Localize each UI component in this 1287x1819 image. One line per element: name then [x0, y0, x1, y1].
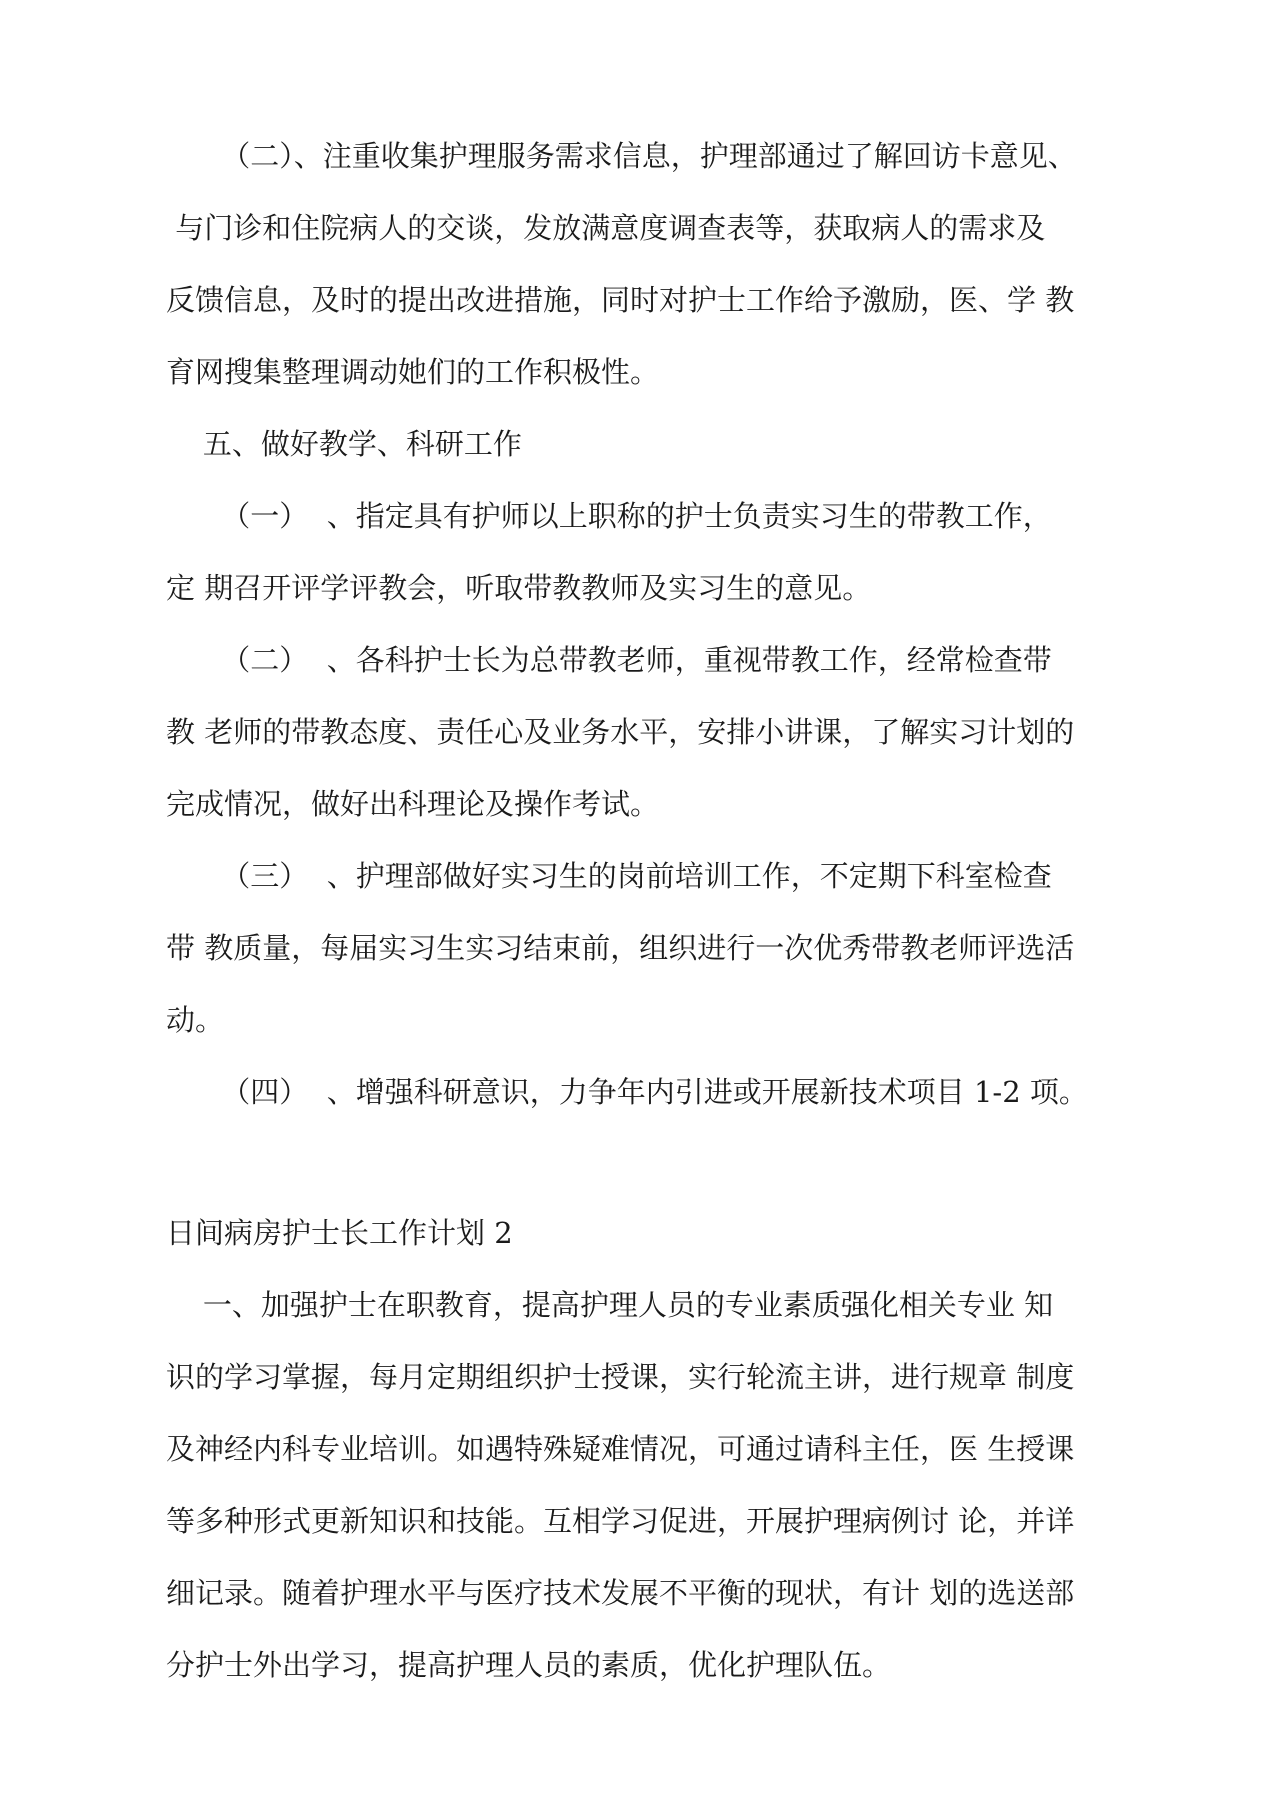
paragraph-line: 与门诊和住院病人的交谈，发放满意度调查表等，获取病人的需求及 [166, 211, 1046, 245]
paragraph-line: 完成情况，做好出科理论及操作考试。 [166, 787, 660, 821]
paragraph-line: 育网搜集整理调动她们的工作积极性。 [166, 355, 660, 389]
paragraph-line: 分护士外出学习，提高护理人员的素质，优化护理队伍。 [166, 1648, 892, 1682]
paragraph-line: （三） 、护理部做好实习生的岗前培训工作，不定期下科室检查 [166, 859, 1052, 893]
paragraph-line: 反馈信息，及时的提出改进措施，同时对护士工作给予激励，医、学 教 [166, 283, 1075, 317]
paragraph-line: 识的学习掌握，每月定期组织护士授课，实行轮流主讲，进行规章 制度 [166, 1360, 1075, 1394]
document-subtitle: 日间病房护士长工作计划 2 [166, 1216, 513, 1250]
paragraph-line: 动。 [166, 1003, 225, 1037]
paragraph-line: 带 教质量，每届实习生实习结束前，组织进行一次优秀带教老师评选活 [166, 931, 1075, 965]
paragraph-line: （四） 、增强科研意识，力争年内引进或开展新技术项目 1-2 项。 [166, 1075, 1088, 1109]
paragraph-line: 定 期召开评学评教会，听取带教教师及实习生的意见。 [166, 571, 872, 605]
paragraph-line: （一） 、指定具有护师以上职称的护士负责实习生的带教工作， [166, 499, 1052, 533]
paragraph-line: 及神经内科专业培训。如遇特殊疑难情况，可通过请科主任，医 生授课 [166, 1432, 1075, 1466]
paragraph-line: 教 老师的带教态度、责任心及业务水平，安排小讲课，了解实习计划的 [166, 715, 1075, 749]
paragraph-line: （二）、注重收集护理服务需求信息，护理部通过了解回访卡意见、 [166, 139, 1077, 173]
section-heading: 五、做好教学、科研工作 [166, 427, 522, 461]
paragraph-line: 细记录。随着护理水平与医疗技术发展不平衡的现状，有计 划的选送部 [166, 1576, 1075, 1610]
paragraph-line: （二） 、各科护士长为总带教老师，重视带教工作，经常检查带 [166, 643, 1052, 677]
paragraph-line: 等多种形式更新知识和技能。互相学习促进，开展护理病例讨 论，并详 [166, 1504, 1075, 1538]
paragraph-line: 一、加强护士在职教育，提高护理人员的专业素质强化相关专业 知 [166, 1288, 1054, 1322]
